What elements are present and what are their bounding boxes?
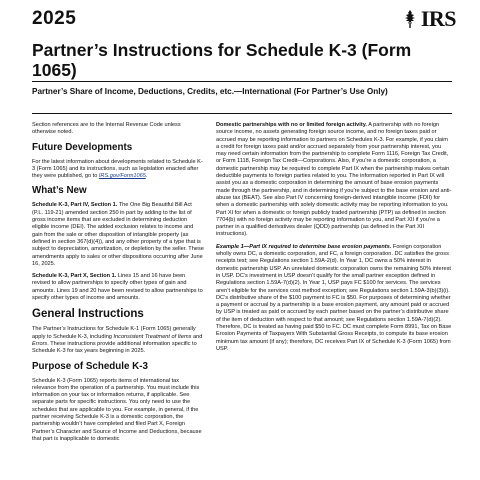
irs-eagle-icon: [402, 9, 418, 29]
subtitle-divider: [32, 113, 452, 114]
domestic-partnerships-text: Domestic partnerships with no or limited foreign activity. A partnership with no foreign source income, no assets generating foreign source income, and no foreign taxes paid or accrued may be reporting information to partners on Schedules K-3. For example, if you claim a credit for foreign taxes paid and/or accrued separately from your partnership interest, you may need certain information from the partnership to complete Form 1116, Foreign Tax Credit, or Form 1118, Foreign Tax Credit—Corporations. Also, if you’re a domestic corporation, a domestic partnership may be required to complete Part IX when the partnership makes certain deductible payments to foreign parties related to you. The information reported in Part IX will assist you as a domestic corporation in determining the amount of base erosion payments made through the partnership, and in determining if you’re subject to the base erosion and anti-abuse tax (BEAT). See also Part IV concerning foreign-derived intangible income (FDII) for when a domestic partnership with solely domestic activity may be reporting information to you. Part XI for when a domestic or foreign publicly traded partnership (PTP) as defined in section 7704(b) with no foreign activity may be reporting information to you, and Part XII if you’re a partner in a qualified derivatives dealer (QDD) partnership (as defined in the Part XII instructions).: [216, 122, 452, 238]
general-instructions-heading: General Instructions: [32, 308, 144, 321]
example-1-text: Example 1—Part IX required to determine base erosion payments. Foreign corporation wholly owns DC, a domestic corporation, and FC, a foreign corporation. DC satisfies the gross receipts test; see Regulations section 1.59A-2(d). In Year 1, DC owns a 50% interest in domestic partnership USP. An unrelated domestic corporation owns the remaining 50% interest in USP. DC’s investment in USP doesn’t qualify for the small partner exception defined in Regulations section 1.59A-7(d)(2). In Year 1, USP pays FC $100 for services. The services aren’t eligible for the services cost method exception; see Regulations section 1.59A-3(b)(3)(i). DC’s distributive share of the $100 payment to FC is $50. For purposes of determining whether a payment or accrual by a partnership is a base erosion payment, any amount paid or accrued by USP is treated as paid or accrued by each partner based on the partner’s distributive share of the item of deduction with respect to that amount; see Regulations section 1.59A-7(d)(2). Therefore, DC is treated as having paid $50 to FC. DC must complete Form 8991, Tax on Base Erosion Payments of Taxpayers With Substantial Gross Receipts, to compute its base erosion minimum tax amount (if any); therefore, DC receives Part IX of Schedule K-3 (Form 1065) from USP.: [216, 243, 452, 352]
whats-new-heading: What’s New: [32, 185, 87, 197]
future-developments-text: For the latest information about developments related to Schedule K-3 (Form 1065) and its instructions, such as legislation enacted after they were published, go to IRS.gov/Form1065.: [32, 158, 203, 180]
title-divider: [32, 81, 452, 82]
irs-form1065-link[interactable]: IRS.gov/Form1065: [98, 173, 146, 180]
future-developments-heading: Future Developments: [32, 141, 133, 153]
whats-new-item: Schedule K-3, Part IV, Section 1. The One Big Beautiful Bill Act (P.L. 119-21) amended section 250 in part by adding to the list of gross income items that are excluded in determining deduction eligible income (DEI). The added exclusion relates to income and gain from the sale or other disposition of intangible property (as defined in section 367(d)(4)), and any other property of a type that is subject to depreciation, amortization, or depletion by the seller. These amendments apply to sales or other dispositions occurring after June 16, 2025.: [32, 202, 204, 267]
tax-year: 2025: [32, 8, 77, 29]
irs-logo-text: IRS: [420, 6, 456, 31]
page-subtitle: Partner’s Share of Income, Deductions, Credits, etc.—International (For Partner’s Use Only): [32, 87, 388, 96]
intro-text: Section references are to the Internal Revenue Code unless otherwise noted.: [32, 122, 181, 136]
right-column: [216, 122, 452, 480]
purpose-text: Schedule K-3 (Form 1065) reports items of international tax relevance from the operation of a partnership. You must include this information on your tax or information returns, if applicable. See separate parts for specific instructions. You only need to use the schedules that are applicable to you. For example, in general, if the partner receiving Schedule K-3 is a domestic corporation, the partnership wouldn’t have completed and filed Part X, Foreign Partner’s Character and Source of Income and Deductions, because that part is inapplicable to domestic: [32, 377, 202, 442]
irs-logo: [402, 6, 456, 32]
whats-new-item: Schedule K-3, Part X, Section 1. Lines 15 and 16 have been revised to allow partnerships to specify other types of gain and amounts. Lines 19 and 20 have been revised to allow partnerships to specify other types of income and amounts.: [32, 273, 203, 302]
page-title: Partner’s Instructions for Schedule K-3 (Form 1065): [32, 40, 412, 80]
purpose-heading: Purpose of Schedule K-3: [32, 360, 148, 372]
general-instructions-text: The Partner’s Instructions for Schedule K-1 (Form 1065) generally apply to Schedule K-3, including Inconsistent Treatment of Items and Errors. These instructions provide additional information specific to Schedule K-3 for tax years beginning in 2025.: [32, 326, 203, 355]
left-column: [32, 122, 204, 480]
